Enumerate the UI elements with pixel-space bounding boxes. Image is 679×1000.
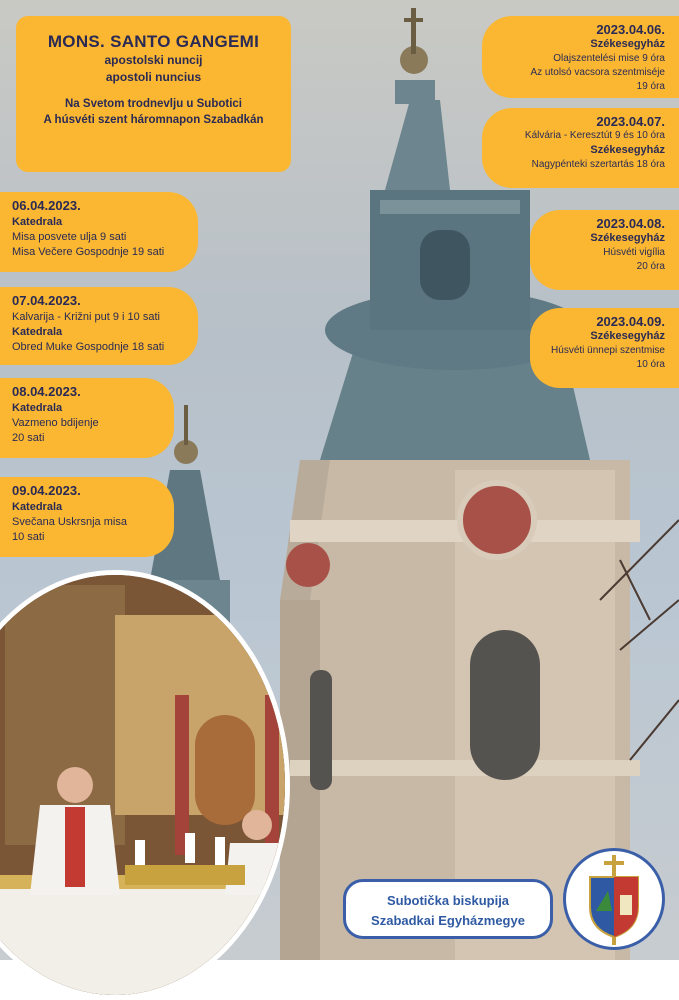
schedule-line: Nagypénteki szertartás 18 óra [531,159,665,170]
schedule-line: 20 sati [12,432,45,444]
schedule-line: 10 sati [12,531,45,543]
diocese-label [343,879,553,939]
schedule-line: Húsvéti ünnepi szentmise [551,345,665,356]
right-schedule-card [530,308,679,388]
left-schedule-card [0,378,174,458]
right-schedule-card [530,210,679,290]
schedule-line: 19 óra [636,81,665,92]
header-card [16,16,291,172]
page-title: MONS. SANTO GANGEMI [47,32,260,51]
schedule-line: Obred Muke Gospodnje 18 sati [12,341,165,353]
header-subtitle-2: apostoli nuncius [105,70,202,84]
left-schedule-card [0,192,198,272]
diocese-name-croatian: Subotička biskupija [386,893,510,908]
header-line-1: Na Svetom trodnevlju u Subotici [65,98,242,110]
schedule-line: Székesegyház [590,232,665,244]
schedule-line: Az utolsó vacsora szentmiséje [530,67,665,78]
diocese-coat-of-arms [563,848,665,950]
schedule-line: Svečana Uskrsnja misa [12,516,127,528]
schedule-line: Olajszentelési mise 9 óra [553,53,665,64]
schedule-line: Misa posvete ulja 9 sati [12,231,127,243]
schedule-line: Vazmeno bdijenje [12,417,99,429]
schedule-date: 07.04.2023. [12,293,81,308]
schedule-date: 2023.04.08. [596,216,665,231]
header-subtitle-1: apostolski nuncij [104,53,203,67]
schedule-line: Misa Večere Gospodnje 19 sati [12,246,165,258]
schedule-line: Húsvéti vigília [603,247,665,258]
left-schedule-card [0,287,198,365]
schedule-line: Katedrala [12,216,63,228]
schedule-line: 10 óra [636,359,665,370]
schedule-line: Katedrala [12,402,63,414]
schedule-line: Kálvária - Keresztút 9 és 10 óra [524,130,665,141]
schedule-line: Székesegyház [590,144,665,156]
left-schedule-card [0,477,174,557]
right-schedule-card [482,108,679,188]
schedule-date: 2023.04.07. [596,114,665,129]
schedule-line: Kalvarija - Križni put 9 i 10 sati [12,311,160,323]
schedule-line: Katedrala [12,501,63,513]
schedule-line: Székesegyház [590,330,665,342]
schedule-date: 2023.04.09. [596,314,665,329]
schedule-date: 08.04.2023. [12,384,81,399]
schedule-date: 06.04.2023. [12,198,81,213]
diocese-name-hungarian: Szabadkai Egyházmegye [371,913,525,928]
schedule-date: 2023.04.06. [596,22,665,37]
schedule-line: Székesegyház [590,38,665,50]
schedule-line: Katedrala [12,326,63,338]
schedule-date: 09.04.2023. [12,483,81,498]
header-line-2: A húsvéti szent háromnapon Szabadkán [43,114,264,126]
right-schedule-card [482,16,679,98]
schedule-line: 20 óra [636,261,665,272]
